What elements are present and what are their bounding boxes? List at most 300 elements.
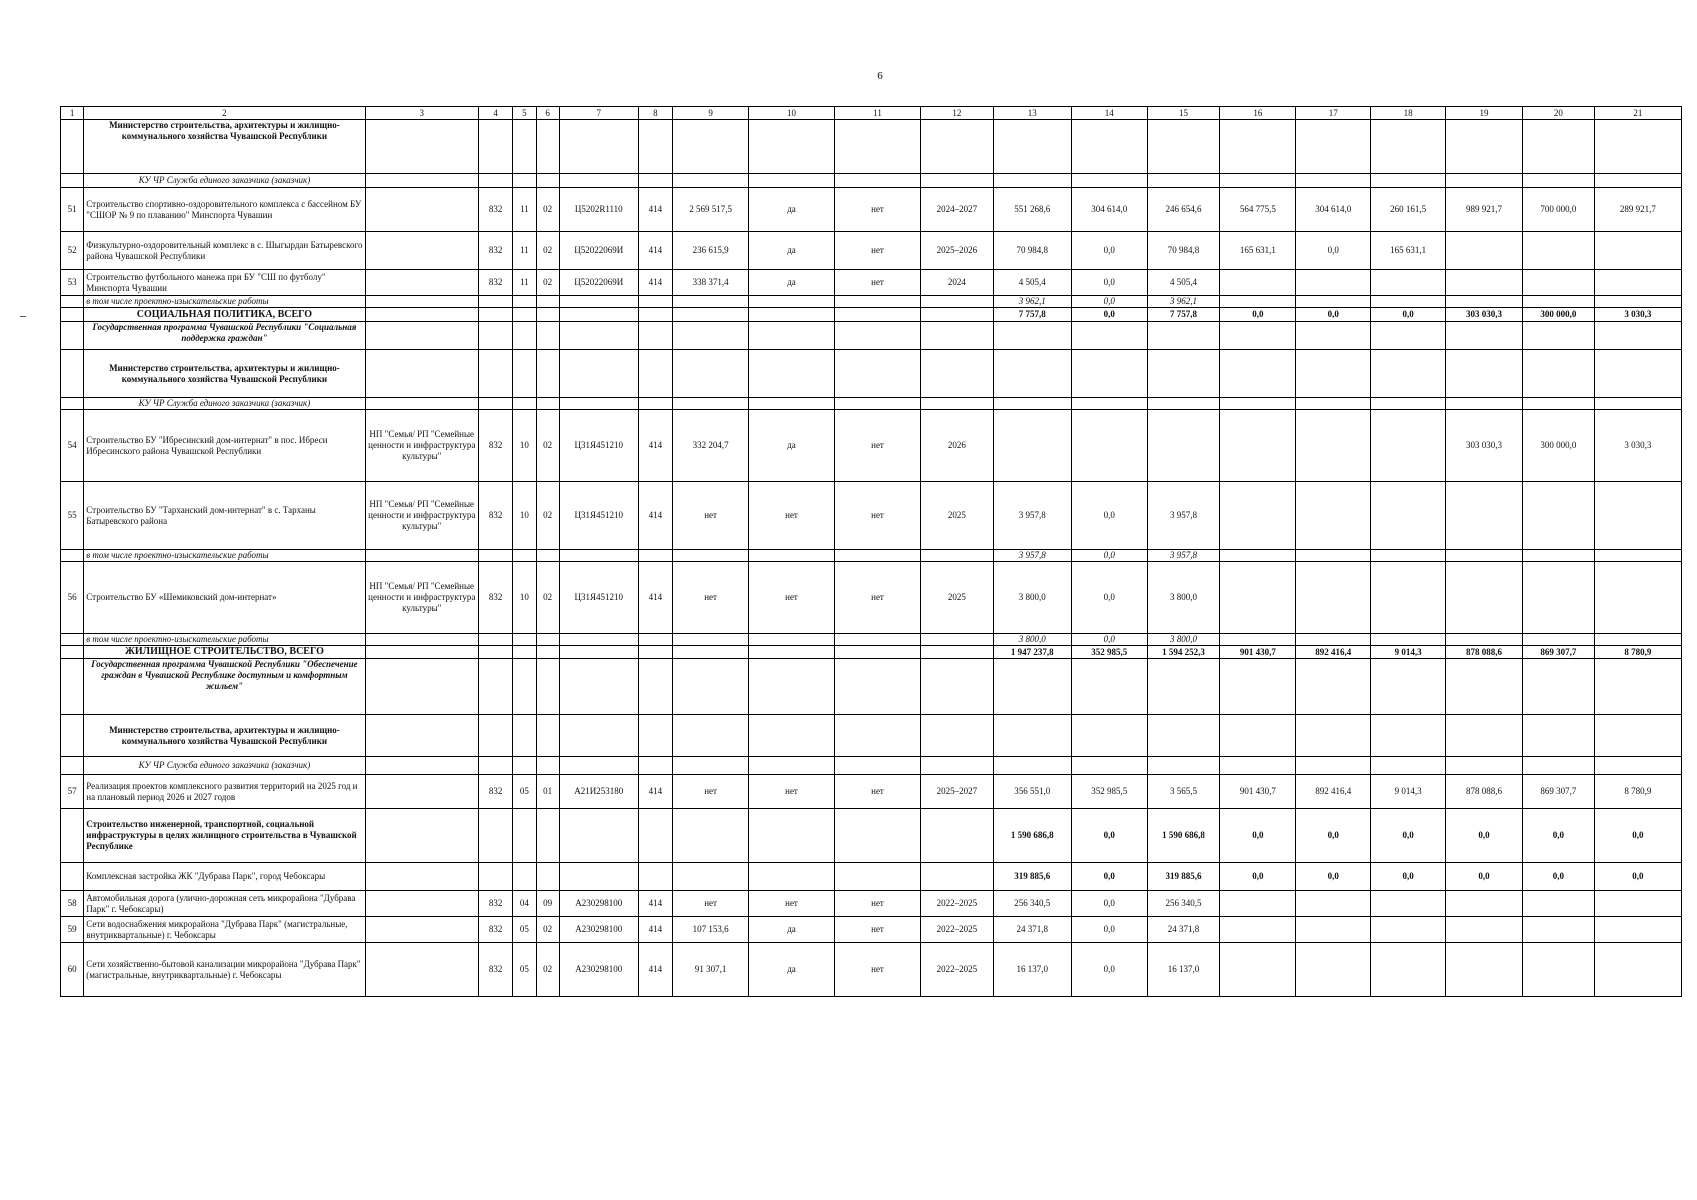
amount-cell: 236 615,9 xyxy=(673,232,749,270)
amount-cell xyxy=(1147,715,1220,757)
code-cell: 02 xyxy=(536,943,559,997)
amount-cell xyxy=(993,410,1071,482)
amount-cell xyxy=(1446,715,1523,757)
col-header: 7 xyxy=(559,107,638,120)
row-number xyxy=(61,174,84,188)
amount-cell xyxy=(1594,659,1681,715)
amount-cell xyxy=(1220,659,1296,715)
code-cell xyxy=(513,809,536,863)
amount-cell: 303 030,3 xyxy=(1446,410,1523,482)
project-cell xyxy=(365,757,478,775)
amount-cell xyxy=(1594,296,1681,308)
code-cell xyxy=(478,715,512,757)
code-cell: 02 xyxy=(536,270,559,296)
code-cell: А230298100 xyxy=(559,943,638,997)
code-cell xyxy=(921,550,994,562)
code-cell xyxy=(921,322,994,350)
table-row xyxy=(61,646,1682,659)
amount-cell xyxy=(1147,350,1220,398)
amount-cell xyxy=(1071,350,1147,398)
amount-cell xyxy=(1220,891,1296,917)
code-cell xyxy=(559,715,638,757)
amount-cell: 260 161,5 xyxy=(1371,188,1446,232)
table-row xyxy=(61,188,1682,232)
row-title: Сети хозяйственно-бытовой канализации микрорайона "Дубрава Парк" (магистральные, внутриквартальные) г. Чебоксары xyxy=(84,943,365,997)
amount-cell xyxy=(1594,943,1681,997)
amount-cell xyxy=(1220,398,1296,410)
amount-cell xyxy=(673,308,749,322)
code-cell: 02 xyxy=(536,482,559,550)
code-cell xyxy=(749,659,835,715)
amount-cell xyxy=(1296,943,1371,997)
amount-cell xyxy=(1594,550,1681,562)
budget-table xyxy=(60,106,1682,997)
amount-cell xyxy=(1296,891,1371,917)
row-title: Строительство БУ "Ибресинский дом-интернат" в пос. Ибреси Ибресинского района Чувашской Республики xyxy=(84,410,365,482)
amount-cell xyxy=(1296,715,1371,757)
code-cell: 01 xyxy=(536,775,559,809)
code-cell xyxy=(835,659,921,715)
table-row xyxy=(61,174,1682,188)
code-cell xyxy=(478,350,512,398)
code-cell xyxy=(638,174,672,188)
amount-cell xyxy=(1446,562,1523,634)
row-number xyxy=(61,120,84,174)
code-cell xyxy=(513,646,536,659)
amount-cell xyxy=(993,715,1071,757)
code-cell xyxy=(835,757,921,775)
amount-cell xyxy=(1594,270,1681,296)
amount-cell xyxy=(1147,757,1220,775)
amount-cell: 700 000,0 xyxy=(1522,188,1594,232)
row-number: 60 xyxy=(61,943,84,997)
col-header: 9 xyxy=(673,107,749,120)
project-cell xyxy=(365,188,478,232)
row-number xyxy=(61,634,84,646)
code-cell xyxy=(749,308,835,322)
amount-cell: нет xyxy=(673,891,749,917)
amount-cell xyxy=(1522,350,1594,398)
amount-cell: 564 775,5 xyxy=(1220,188,1296,232)
amount-cell: 4 505,4 xyxy=(993,270,1071,296)
amount-cell xyxy=(1446,634,1523,646)
amount-cell xyxy=(1371,891,1446,917)
amount-cell xyxy=(1522,659,1594,715)
code-cell xyxy=(921,809,994,863)
code-cell xyxy=(559,322,638,350)
code-cell: 414 xyxy=(638,410,672,482)
row-number xyxy=(61,715,84,757)
amount-cell xyxy=(1522,757,1594,775)
amount-cell: 0,0 xyxy=(1522,863,1594,891)
amount-cell xyxy=(1371,410,1446,482)
amount-cell xyxy=(1446,322,1523,350)
code-cell xyxy=(536,398,559,410)
row-number xyxy=(61,646,84,659)
amount-cell xyxy=(673,646,749,659)
amount-cell: 0,0 xyxy=(1220,308,1296,322)
col-header: 17 xyxy=(1296,107,1371,120)
amount-cell xyxy=(1371,120,1446,174)
amount-cell: 0,0 xyxy=(1594,863,1681,891)
code-cell xyxy=(921,350,994,398)
col-header: 18 xyxy=(1371,107,1446,120)
amount-cell: 0,0 xyxy=(1446,863,1523,891)
row-title: Государственная программа Чувашской Республики "Социальная поддержка граждан" xyxy=(84,322,365,350)
code-cell xyxy=(638,308,672,322)
code-cell: Ц5202R1110 xyxy=(559,188,638,232)
code-cell xyxy=(921,120,994,174)
amount-cell xyxy=(1446,232,1523,270)
code-cell xyxy=(513,322,536,350)
amount-cell: 289 921,7 xyxy=(1594,188,1681,232)
amount-cell xyxy=(1296,550,1371,562)
project-cell xyxy=(365,398,478,410)
amount-cell: 901 430,7 xyxy=(1220,646,1296,659)
code-cell xyxy=(749,174,835,188)
row-number: 53 xyxy=(61,270,84,296)
amount-cell: 0,0 xyxy=(1071,634,1147,646)
amount-cell: 1 947 237,8 xyxy=(993,646,1071,659)
code-cell: 2022–2025 xyxy=(921,917,994,943)
amount-cell: 0,0 xyxy=(1296,308,1371,322)
amount-cell xyxy=(1594,891,1681,917)
amount-cell xyxy=(1522,715,1594,757)
amount-cell xyxy=(673,659,749,715)
amount-cell xyxy=(673,398,749,410)
table-row xyxy=(61,757,1682,775)
amount-cell: 338 371,4 xyxy=(673,270,749,296)
amount-cell xyxy=(1522,174,1594,188)
code-cell: да xyxy=(749,943,835,997)
project-cell xyxy=(365,775,478,809)
row-number: 57 xyxy=(61,775,84,809)
code-cell xyxy=(835,296,921,308)
amount-cell: 0,0 xyxy=(1446,809,1523,863)
code-cell xyxy=(835,350,921,398)
table-row xyxy=(61,322,1682,350)
code-cell xyxy=(749,296,835,308)
amount-cell xyxy=(1220,482,1296,550)
code-cell: 04 xyxy=(513,891,536,917)
amount-cell: 551 268,6 xyxy=(993,188,1071,232)
table-row xyxy=(61,634,1682,646)
code-cell: А230298100 xyxy=(559,891,638,917)
amount-cell xyxy=(1522,943,1594,997)
amount-cell: 0,0 xyxy=(1371,863,1446,891)
amount-cell xyxy=(1071,398,1147,410)
code-cell: А230298100 xyxy=(559,917,638,943)
amount-cell: 0,0 xyxy=(1594,809,1681,863)
code-cell: 2026 xyxy=(921,410,994,482)
code-cell xyxy=(835,398,921,410)
code-cell xyxy=(536,120,559,174)
amount-cell xyxy=(1371,270,1446,296)
amount-cell xyxy=(1296,174,1371,188)
table-row xyxy=(61,232,1682,270)
row-title: КУ ЧР Служба единого заказчика (заказчик) xyxy=(84,398,365,410)
amount-cell: 8 780,9 xyxy=(1594,646,1681,659)
amount-cell xyxy=(1147,659,1220,715)
code-cell: 832 xyxy=(478,943,512,997)
amount-cell: 878 088,6 xyxy=(1446,775,1523,809)
amount-cell: 7 757,8 xyxy=(993,308,1071,322)
row-number: 56 xyxy=(61,562,84,634)
code-cell xyxy=(513,174,536,188)
row-number xyxy=(61,659,84,715)
code-cell: 832 xyxy=(478,270,512,296)
code-cell xyxy=(559,809,638,863)
code-cell: 414 xyxy=(638,943,672,997)
amount-cell: 892 416,4 xyxy=(1296,775,1371,809)
code-cell xyxy=(638,634,672,646)
table-row xyxy=(61,350,1682,398)
code-cell xyxy=(559,659,638,715)
amount-cell xyxy=(673,863,749,891)
amount-cell: 1 594 252,3 xyxy=(1147,646,1220,659)
amount-cell: 3 962,1 xyxy=(993,296,1071,308)
amount-cell xyxy=(1522,322,1594,350)
table-row xyxy=(61,891,1682,917)
amount-cell xyxy=(1296,634,1371,646)
row-number xyxy=(61,308,84,322)
amount-cell: 2 569 517,5 xyxy=(673,188,749,232)
amount-cell xyxy=(1296,917,1371,943)
code-cell: нет xyxy=(835,917,921,943)
amount-cell xyxy=(673,120,749,174)
code-cell: 832 xyxy=(478,188,512,232)
amount-cell xyxy=(1071,410,1147,482)
code-cell: нет xyxy=(749,891,835,917)
row-title: в том числе проектно-изыскательские работы xyxy=(84,550,365,562)
amount-cell xyxy=(1296,270,1371,296)
col-header: 3 xyxy=(365,107,478,120)
code-cell xyxy=(559,296,638,308)
col-header: 5 xyxy=(513,107,536,120)
project-cell xyxy=(365,550,478,562)
col-header: 2 xyxy=(84,107,365,120)
amount-cell: 0,0 xyxy=(1220,863,1296,891)
amount-cell: 16 137,0 xyxy=(1147,943,1220,997)
code-cell: нет xyxy=(835,562,921,634)
amount-cell xyxy=(1296,120,1371,174)
code-cell: 832 xyxy=(478,917,512,943)
amount-cell: 0,0 xyxy=(1371,809,1446,863)
code-cell xyxy=(559,863,638,891)
code-cell xyxy=(513,398,536,410)
project-cell xyxy=(365,715,478,757)
code-cell xyxy=(749,809,835,863)
code-cell xyxy=(835,550,921,562)
amount-cell xyxy=(1371,917,1446,943)
row-number xyxy=(61,322,84,350)
project-cell xyxy=(365,917,478,943)
code-cell xyxy=(513,634,536,646)
amount-cell: 332 204,7 xyxy=(673,410,749,482)
code-cell xyxy=(478,809,512,863)
amount-cell xyxy=(1371,659,1446,715)
amount-cell: 3 957,8 xyxy=(993,482,1071,550)
amount-cell: 9 014,3 xyxy=(1371,775,1446,809)
row-number xyxy=(61,550,84,562)
code-cell xyxy=(536,634,559,646)
code-cell xyxy=(749,715,835,757)
amount-cell xyxy=(1594,634,1681,646)
code-cell xyxy=(638,398,672,410)
amount-cell xyxy=(1296,296,1371,308)
amount-cell xyxy=(1446,296,1523,308)
code-cell xyxy=(638,550,672,562)
code-cell: 02 xyxy=(536,410,559,482)
code-cell: 05 xyxy=(513,917,536,943)
amount-cell xyxy=(993,120,1071,174)
code-cell xyxy=(921,296,994,308)
code-cell xyxy=(835,308,921,322)
code-cell: 832 xyxy=(478,891,512,917)
code-cell: Ц52022069И xyxy=(559,270,638,296)
code-cell xyxy=(536,757,559,775)
amount-cell: 256 340,5 xyxy=(1147,891,1220,917)
code-cell: нет xyxy=(835,232,921,270)
project-cell xyxy=(365,322,478,350)
col-header: 11 xyxy=(835,107,921,120)
amount-cell xyxy=(993,174,1071,188)
code-cell xyxy=(749,550,835,562)
code-cell xyxy=(536,863,559,891)
amount-cell xyxy=(1446,917,1523,943)
row-number: 55 xyxy=(61,482,84,550)
amount-cell: 0,0 xyxy=(1071,917,1147,943)
amount-cell xyxy=(1220,917,1296,943)
amount-cell xyxy=(1594,398,1681,410)
amount-cell xyxy=(1446,659,1523,715)
code-cell: 2025 xyxy=(921,562,994,634)
amount-cell: 3 030,3 xyxy=(1594,308,1681,322)
code-cell: да xyxy=(749,917,835,943)
amount-cell xyxy=(1446,943,1523,997)
code-cell xyxy=(536,296,559,308)
code-cell: 09 xyxy=(536,891,559,917)
row-title: Строительство БУ "Тарханский дом-интернат" в с. Тарханы Батыревского района xyxy=(84,482,365,550)
row-title: Государственная программа Чувашской Республики "Обеспечение граждан в Чувашской Республике доступным и комфортным жильем" xyxy=(84,659,365,715)
code-cell xyxy=(638,863,672,891)
amount-cell: 319 885,6 xyxy=(993,863,1071,891)
code-cell xyxy=(638,350,672,398)
row-title: Строительство футбольного манежа при БУ "СШ по футболу" Минспорта Чувашии xyxy=(84,270,365,296)
code-cell: нет xyxy=(835,482,921,550)
code-cell: Ц31Я451210 xyxy=(559,482,638,550)
code-cell xyxy=(921,757,994,775)
amount-cell: 0,0 xyxy=(1220,809,1296,863)
amount-cell xyxy=(1071,659,1147,715)
table-row xyxy=(61,270,1682,296)
amount-cell xyxy=(1522,917,1594,943)
code-cell xyxy=(749,646,835,659)
code-cell xyxy=(478,308,512,322)
amount-cell xyxy=(1147,322,1220,350)
project-cell xyxy=(365,891,478,917)
row-number: 51 xyxy=(61,188,84,232)
code-cell: 414 xyxy=(638,188,672,232)
amount-cell xyxy=(1296,757,1371,775)
row-number xyxy=(61,757,84,775)
amount-cell xyxy=(1446,350,1523,398)
amount-cell: 3 800,0 xyxy=(1147,634,1220,646)
amount-cell xyxy=(1296,562,1371,634)
code-cell xyxy=(513,659,536,715)
amount-cell xyxy=(1522,296,1594,308)
col-header: 4 xyxy=(478,107,512,120)
code-cell: А21И253180 xyxy=(559,775,638,809)
amount-cell xyxy=(1296,350,1371,398)
code-cell: 2025–2027 xyxy=(921,775,994,809)
amount-cell xyxy=(1220,296,1296,308)
code-cell xyxy=(559,350,638,398)
project-cell xyxy=(365,120,478,174)
code-cell xyxy=(559,757,638,775)
code-cell: нет xyxy=(835,891,921,917)
amount-cell xyxy=(1522,120,1594,174)
table-row xyxy=(61,410,1682,482)
code-cell: 832 xyxy=(478,562,512,634)
code-cell: 414 xyxy=(638,917,672,943)
amount-cell xyxy=(1522,562,1594,634)
code-cell xyxy=(513,350,536,398)
code-cell: нет xyxy=(835,188,921,232)
code-cell xyxy=(749,322,835,350)
amount-cell: 16 137,0 xyxy=(993,943,1071,997)
code-cell xyxy=(749,398,835,410)
amount-cell xyxy=(1371,562,1446,634)
code-cell xyxy=(536,350,559,398)
code-cell xyxy=(835,646,921,659)
code-cell xyxy=(638,322,672,350)
amount-cell: 9 014,3 xyxy=(1371,646,1446,659)
amount-cell xyxy=(1220,120,1296,174)
amount-cell: 0,0 xyxy=(1071,232,1147,270)
code-cell xyxy=(478,174,512,188)
code-cell xyxy=(638,715,672,757)
code-cell xyxy=(835,120,921,174)
code-cell: 2022–2025 xyxy=(921,943,994,997)
amount-cell xyxy=(673,757,749,775)
amount-cell xyxy=(1071,757,1147,775)
amount-cell xyxy=(1594,715,1681,757)
code-cell xyxy=(921,174,994,188)
project-cell xyxy=(365,296,478,308)
project-cell xyxy=(365,863,478,891)
amount-cell: нет xyxy=(673,482,749,550)
row-number: 58 xyxy=(61,891,84,917)
code-cell: 2024–2027 xyxy=(921,188,994,232)
amount-cell xyxy=(993,757,1071,775)
amount-cell xyxy=(1371,715,1446,757)
amount-cell: 0,0 xyxy=(1071,562,1147,634)
table-row xyxy=(61,398,1682,410)
amount-cell: 869 307,7 xyxy=(1522,646,1594,659)
amount-cell xyxy=(1220,562,1296,634)
amount-cell: нет xyxy=(673,562,749,634)
col-header: 19 xyxy=(1446,107,1523,120)
code-cell: 05 xyxy=(513,943,536,997)
code-cell xyxy=(478,120,512,174)
amount-cell xyxy=(1147,398,1220,410)
row-number xyxy=(61,398,84,410)
project-cell: НП "Семья/ РП "Семейные ценности и инфраструктура культуры" xyxy=(365,562,478,634)
amount-cell: 246 654,6 xyxy=(1147,188,1220,232)
code-cell: нет xyxy=(749,562,835,634)
row-title: Министерство строительства, архитектуры и жилищно-коммунального хозяйства Чувашской Республики xyxy=(84,715,365,757)
